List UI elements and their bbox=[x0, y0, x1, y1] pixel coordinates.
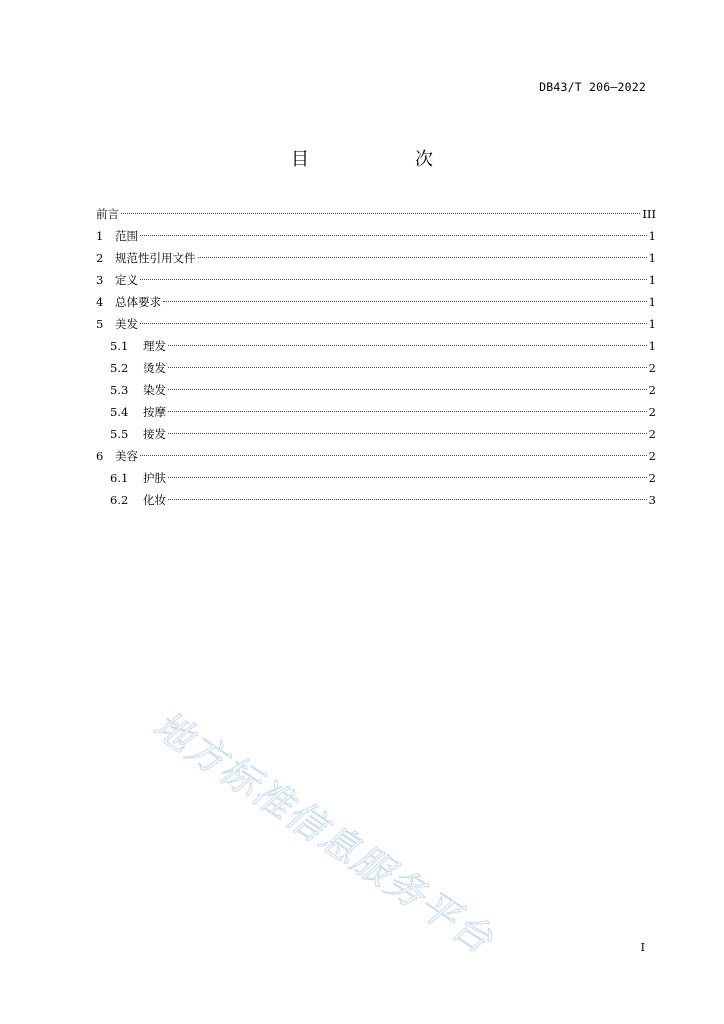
toc-entry-number: 5.3 bbox=[110, 383, 129, 397]
toc-entry-page: 2 bbox=[648, 449, 656, 463]
page-number: I bbox=[640, 941, 645, 954]
toc-entry-title: 总体要求 bbox=[115, 295, 161, 309]
toc-entry-page: 1 bbox=[648, 229, 656, 243]
toc-entry-page: 1 bbox=[648, 339, 656, 353]
watermark: 地方标准信息服务平台 bbox=[145, 702, 502, 963]
toc-entry-title: 化妆 bbox=[143, 493, 166, 507]
toc-entry-number: 2 bbox=[96, 251, 104, 265]
toc-entry-page: 2 bbox=[648, 471, 656, 485]
toc-entry-title: 按摩 bbox=[143, 405, 166, 419]
toc-entry-title: 烫发 bbox=[143, 361, 166, 375]
toc-entry-title: 理发 bbox=[143, 339, 166, 353]
toc-entry-number: 5.5 bbox=[110, 427, 129, 441]
toc-entry-number: 6.1 bbox=[110, 471, 129, 485]
toc-entry-number: 5.1 bbox=[110, 339, 129, 353]
document-code: DB43/T 206—2022 bbox=[539, 80, 646, 94]
toc-entry-page: 3 bbox=[648, 493, 656, 507]
toc-entry-page: 2 bbox=[648, 405, 656, 419]
toc-entry-title: 接发 bbox=[143, 427, 166, 441]
toc-entry-number: 6 bbox=[96, 449, 104, 463]
toc-entry-number: 1 bbox=[96, 229, 104, 243]
toc-entry-title: 规范性引用文件 bbox=[115, 251, 196, 265]
toc-entry-number: 4 bbox=[96, 295, 104, 309]
toc-entry-number: 3 bbox=[96, 273, 104, 287]
toc-entry-title: 染发 bbox=[143, 383, 166, 397]
toc-entry-page: 1 bbox=[648, 251, 656, 265]
toc-entry-page: 1 bbox=[648, 317, 656, 331]
toc-entry-title: 美容 bbox=[115, 449, 138, 463]
toc-entry-title: 范围 bbox=[115, 229, 138, 243]
toc-entry-page: 2 bbox=[648, 361, 656, 375]
toc-entry-number: 5.4 bbox=[110, 405, 129, 419]
toc-entry-page: 2 bbox=[648, 427, 656, 441]
toc-entry-number: 5 bbox=[96, 317, 104, 331]
toc-entry-number: 5.2 bbox=[110, 361, 129, 375]
toc-entry-page: 2 bbox=[648, 383, 656, 397]
toc-entry-title: 美发 bbox=[115, 317, 138, 331]
toc-entry-title: 护肤 bbox=[143, 471, 166, 485]
toc-entry-page: III bbox=[642, 207, 656, 221]
toc-entry-title: 前言 bbox=[96, 207, 119, 221]
page-title: 目 次 bbox=[291, 149, 477, 170]
toc-entry-page: 1 bbox=[648, 295, 656, 309]
toc-entry-page: 1 bbox=[648, 273, 656, 287]
toc-entry-number: 6.2 bbox=[110, 493, 129, 507]
toc-entry-title: 定义 bbox=[115, 273, 138, 287]
